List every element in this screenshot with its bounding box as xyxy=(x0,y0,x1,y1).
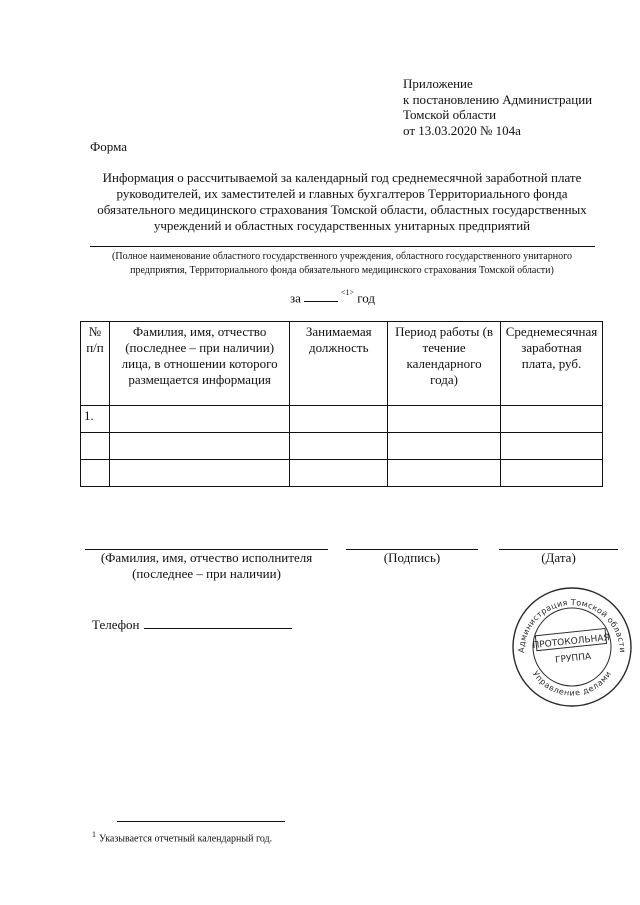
table-cell xyxy=(81,433,110,460)
table-cell xyxy=(81,460,110,487)
table-cell xyxy=(500,406,602,433)
phone-field xyxy=(92,616,292,633)
table-cell: 1. xyxy=(81,406,110,433)
footnote-text: Указывается отчетный календарный год. xyxy=(99,833,273,845)
appendix-line-4: от 13.03.2020 № 104а xyxy=(403,122,521,138)
table-cell xyxy=(109,406,289,433)
svg-text:Администрация Томской области: Администрация Томской области xyxy=(516,597,628,654)
appendix-line-2: к постановлению Администрации xyxy=(403,91,593,107)
table-cell xyxy=(290,406,388,433)
executor-caption-line-2: (последнее – при наличии) xyxy=(132,566,281,581)
stamp-seal xyxy=(510,585,634,709)
header-period: Период работы (в течение календарного года) xyxy=(388,322,501,406)
year-footnote-ref: <1> xyxy=(340,288,354,297)
organization-caption: (Полное наименование областного государственного учреждения, областного государственного унитарного предприятия, Территориального фонда обязательного медицинского страхования Томской области) xyxy=(112,251,572,276)
executor-caption xyxy=(85,550,328,582)
table-row xyxy=(81,460,603,487)
appendix-line-3: Томской области xyxy=(403,107,497,122)
phone-label: Телефон xyxy=(92,617,140,632)
svg-text:ГРУППА: ГРУППА xyxy=(554,652,592,666)
date-caption: (Дата) xyxy=(541,550,576,565)
footnote xyxy=(92,830,272,844)
footnote-marker: 1 xyxy=(92,830,96,839)
footnote-separator xyxy=(117,821,285,822)
appendix-block xyxy=(403,76,633,138)
form-label: Форма xyxy=(90,139,127,154)
year-suffix: год xyxy=(357,290,375,306)
table-row xyxy=(81,433,603,460)
year-blank xyxy=(304,290,338,302)
table-row xyxy=(81,406,603,433)
header-full-name: Фамилия, имя, отчество (последнее – при наличии) лица, в отношении которого размещается информация xyxy=(109,322,289,406)
year-field xyxy=(290,290,400,306)
table-cell xyxy=(109,460,289,487)
table-cell xyxy=(500,460,602,487)
document-title: Информация о рассчитываемой за календарный год среднемесячной заработной плате руководителей, их заместителей и главных бухгалтеров Территориального фонда обязательного медицинского страхования Томской области, областных государственных учреждений и областных государственных унитарных предприятий xyxy=(97,170,587,233)
svg-text:ПРОТОКОЛЬНАЯ: ПРОТОКОЛЬНАЯ xyxy=(532,633,611,652)
table-cell xyxy=(500,433,602,460)
info-table xyxy=(80,321,603,487)
signature-caption: (Подпись) xyxy=(383,550,441,565)
appendix-line-1: Приложение xyxy=(403,76,473,91)
table-cell xyxy=(388,433,501,460)
table-cell xyxy=(290,433,388,460)
header-position: Занимаемая должность xyxy=(290,322,388,406)
executor-caption-line-1: (Фамилия, имя, отчество исполнителя xyxy=(100,550,313,565)
organization-name-line xyxy=(90,246,595,247)
svg-text:Управление делами: Управление делами xyxy=(530,669,614,698)
table-cell xyxy=(109,433,289,460)
table-cell xyxy=(388,406,501,433)
phone-line xyxy=(144,616,292,629)
table-cell xyxy=(388,460,501,487)
stamp-seal-graphic xyxy=(510,585,634,709)
year-prefix: за xyxy=(290,290,301,306)
header-salary: Среднемесячная заработная плата, руб. xyxy=(500,322,602,406)
header-number: № п/п xyxy=(81,322,110,406)
table-header-row xyxy=(81,322,603,406)
table-cell xyxy=(290,460,388,487)
